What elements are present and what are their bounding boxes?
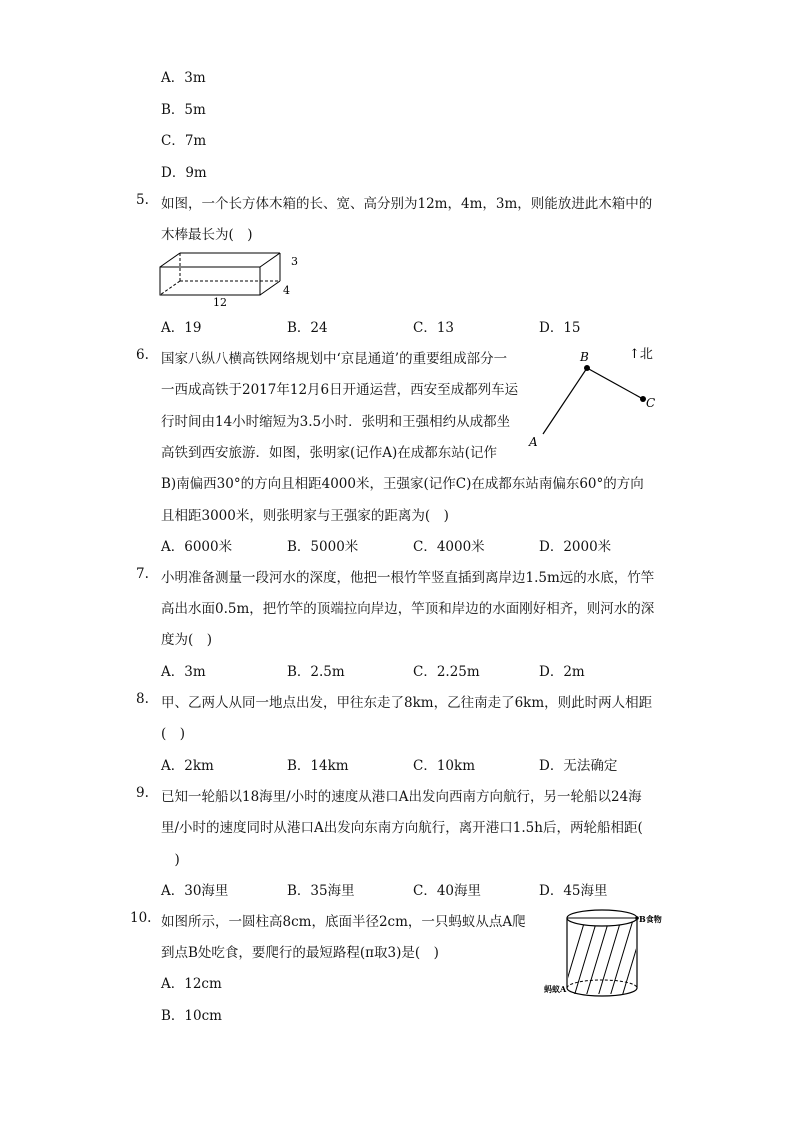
q6-fig-north: ↑北	[629, 347, 653, 362]
q7-option-c: C．2.25m	[413, 664, 480, 680]
q5-fig-width-label: 4	[283, 284, 290, 297]
q6-fig-label-a: A	[529, 435, 538, 449]
q7-number: 7.	[136, 566, 149, 582]
q7-line-3: 度为( )	[161, 632, 213, 648]
q10-cylinder-figure	[540, 900, 680, 1000]
q10-number: 10.	[130, 910, 152, 926]
q5-fig-height-label: 3	[291, 255, 298, 268]
q6-option-c: C．4000米	[413, 539, 485, 555]
q8-option-c: C．10km	[413, 758, 475, 774]
q5-number: 5.	[136, 192, 149, 208]
q8-option-a: A．2km	[161, 758, 214, 774]
q7-option-b: B．2.5m	[287, 664, 345, 680]
q7-option-d: D．2m	[539, 664, 585, 680]
q7-line-1: 小明准备测量一段河水的深度，他把一根竹竿竖直插到离岸边1.5m远的水底，竹竿	[161, 570, 655, 586]
q6-option-b: B．5000米	[287, 539, 359, 555]
q5-option-c: C．13	[413, 320, 455, 336]
q10-line-1: 如图所示，一圆柱高8cm，底面半径2cm，一只蚂蚁从点A爬	[161, 914, 526, 930]
q10-fig-label-ant: 蚂蚁A	[544, 984, 567, 994]
q6-line-6: 且相距3000米，则张明家与王强家的距离为( )	[161, 508, 449, 524]
q4-option-c: C．7m	[161, 133, 207, 149]
q7-line-2: 高出水面0.5m，把竹竿的顶端拉向岸边，竿顶和岸边的水面刚好相齐，则河水的深	[161, 601, 655, 617]
q9-line-1: 已知一轮船以18海里/小时的速度从港口A出发向西南方向航行，另一轮船以24海	[161, 789, 642, 805]
q5-box-figure	[155, 248, 305, 310]
q4-option-d: D．9m	[161, 165, 207, 181]
q6-line-4: 高铁到西安旅游．如图，张明家(记作A)在成都东站(记作	[161, 445, 498, 461]
q9-option-d: D．45海里	[539, 883, 608, 899]
q10-option-b: B．10cm	[161, 1008, 222, 1024]
q6-line-5: B)南偏西30°的方向且相距4000米，王强家(记作C)在成都东站南偏东60°的方向	[161, 476, 644, 492]
q9-option-b: B．35海里	[287, 883, 355, 899]
q5-line-2: 木棒最长为( )	[161, 227, 253, 243]
q8-option-d: D．无法确定	[539, 758, 618, 774]
q6-map-figure	[525, 340, 665, 455]
q6-option-a: A．6000米	[161, 539, 233, 555]
q9-number: 9.	[136, 785, 149, 801]
q4-option-b: B．5m	[161, 102, 206, 118]
q8-option-b: B．14km	[287, 758, 349, 774]
q10-fig-label-food: B食物	[639, 914, 662, 924]
q6-fig-label-b: B	[580, 350, 589, 364]
q9-line-2: 里/小时的速度同时从港口A出发向东南方向航行，离开港口1.5h后，两轮船相距(	[161, 820, 643, 836]
q6-number: 6.	[136, 347, 149, 363]
q5-option-b: B．24	[287, 320, 328, 336]
q10-line-2: 到点B处吃食，要爬行的最短路程(π取3)是( )	[161, 945, 439, 961]
q4-option-a: A．3m	[161, 70, 206, 86]
q7-option-a: A．3m	[161, 664, 206, 680]
q6-fig-label-c: C	[646, 396, 656, 410]
q9-line-3: )	[161, 852, 180, 868]
q9-option-a: A．30海里	[161, 883, 229, 899]
q5-line-1: 如图，一个长方体木箱的长、宽、高分别为12m，4m，3m，则能放进此木箱中的	[161, 196, 653, 212]
q6-option-d: D．2000米	[539, 539, 612, 555]
q8-number: 8.	[136, 691, 149, 707]
q9-option-c: C．40海里	[413, 883, 482, 899]
q8-line-1: 甲、乙两人从同一地点出发，甲往东走了8km，乙往南走了6km，则此时两人相距	[161, 695, 653, 711]
q6-line-2: 一西成高铁于2017年12月6日开通运营，西安至成都列车运	[161, 382, 519, 398]
q10-option-a: A．12cm	[161, 976, 222, 992]
q6-line-3: 行时间由14小时缩短为3.5小时．张明和王强相约从成都坐	[161, 414, 511, 430]
q6-line-1: 国家八纵八横高铁网络规划中‘京昆通道’的重要组成部分一	[161, 351, 508, 367]
q5-option-a: A．19	[161, 320, 202, 336]
q5-option-d: D．15	[539, 320, 581, 336]
q8-line-2: ( )	[161, 726, 186, 742]
q5-fig-length-label: 12	[213, 296, 227, 309]
